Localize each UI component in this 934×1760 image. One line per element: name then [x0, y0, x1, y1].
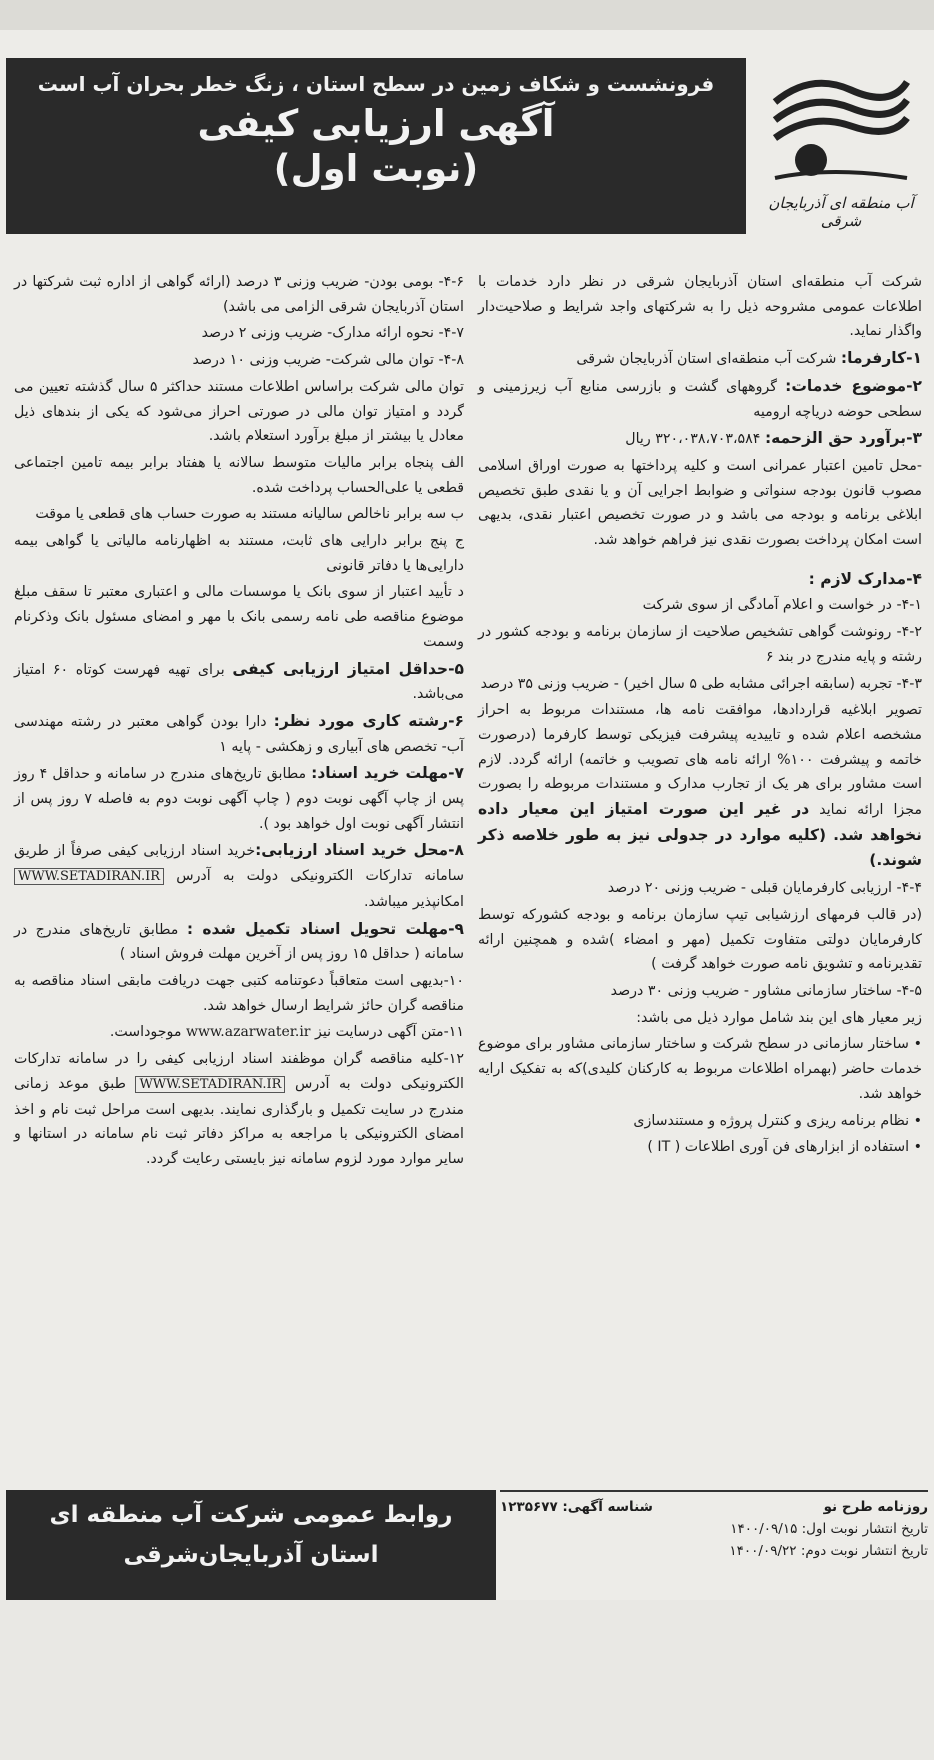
- intro-paragraph: شرکت آب منطقه‌ای استان آذربایجان شرقی در نظر دارد خدمات با اطلاعات عمومی مشروحه ذیل را به شرکتهای واجد شرایط و صلاحیت‌دار واگذار نماید.: [478, 274, 922, 340]
- item-delivery-deadline: ۹-مهلت تحویل اسناد تکمیل شده : مطابق تاریخ‌های مندرج در سامانه ( حداقل ۱۵ روز پس از آخرین مهلت فروش اسناد ): [14, 919, 465, 963]
- item-purchase-deadline: ۷-مهلت خرید اسناد: مطابق تاریخ‌های مندرج در سامانه و حداقل ۴ روز پس از چاپ آگهی نوبت دوم ( چاپ آگهی نوبت دوم به فاصله ۷ روز پس از انتشار آگهی نوبت اول خواهد بود ).: [14, 764, 464, 832]
- required-documents-heading: ۴-مدارک لازم :: [808, 569, 922, 588]
- experience-paragraph: تصویر ابلاغیه قراردادها، موافقت نامه ها، مستندات مربوط به احراز مشخصه اعلام شده و تاییدیه پیشرفت فیزیکی توسط کارفرما (درصورت خاتمه و پیشرفت ۱۰۰% ارائه نامه های تصویب و خاتمه) ارائه گردد. لازم است مشاور برای هر یک از تجارب مدارک و مستندات مربوطه را بصورت مجزا ارائه نماید در غیر این صورت امتیاز این معیار داده نخواهد شد. (کلیه موارد در جدولی نیز به طور خلاصه ذکر شوند.): [478, 702, 922, 870]
- setadiran-link[interactable]: WWW.SETADIRAN.IR: [14, 868, 164, 885]
- header-subtitle: فرونشست و شکاف زمین در سطح استان ، زنگ خطر بحران آب است: [37, 72, 715, 96]
- ad-footer: [0, 1490, 934, 1600]
- item-4-2: ۴-۲- رونوشت گواهی تشخیص صلاحیت از سازمان برنامه و بودجه کشور در رشته و پایه مندرج در بند ۶: [478, 624, 922, 665]
- setadiran-link-2[interactable]: WWW.SETADIRAN.IR: [135, 1076, 285, 1093]
- funding-paragraph: -محل تامین اعتبار عمرانی است و کلیه پرداختها به صورت اوراق اسلامی مصوب قانون بودجه سنواتی و ضوابط اجرایی آن و یا نقدی طبق تخصیص ابلاغی برنامه و بودجه می باشد و در صورت تخصیص اعتبار نقدی، بدیهی است امکان پرداخت بصورت نقدی نیز فراهم خواهد شد.: [478, 457, 922, 549]
- logo-caption: آب منطقه ای آذربایجان شرقی: [768, 194, 914, 230]
- item-12: ۱۲-کلیه مناقصه گران موظفند اسناد ارزیابی کیفی را در سامانه تدارکات الکترونیکی دولت به آدرس WWW.SETADIRAN.IR طبق موعد زمانی مندرج در سایت تکمیل و بارگذاری نمایند. بدیهی است مراحل ثبت نام و اخذ امضای الکترونیکی با مراجعه به مراکز دفاتر ثبت نام سامانه در استانها و سایر موارد مورد لزوم سامانه نیز بایستی رعایت گردد.: [14, 1051, 464, 1167]
- item-4-4: ۴-۴- ارزیابی کارفرمایان قبلی - ضریب وزنی ۲۰ درصد: [607, 880, 922, 897]
- finance-alef: الف پنجاه برابر مالیات متوسط سالانه یا هفتاد برابر بیمه تامین اجتماعی قطعی یا علی‌الحساب پرداخت شده.: [14, 454, 464, 496]
- ad-header: [6, 58, 746, 234]
- organization-logo: [756, 62, 926, 234]
- item-field: ۶-رشته کاری مورد نظر: دارا بودن گواهی معتبر در رشته مهندسی آب- تخصص های آبیاری و زهکشی - پایه ۱: [14, 711, 464, 755]
- item-4-6: ۴-۶- بومی بودن- ضریب وزنی ۳ درصد (ارائه گواهی از اداره ثبت شرکتها در استان آذربایجان شرقی الزامی می باشد): [14, 274, 464, 315]
- first-publish-date: تاریخ انتشار نوبت اول: ۱۴۰۰/۰۹/۱۵: [730, 1521, 928, 1537]
- bullet-it: • استفاده از ابزارهای فن آوری اطلاعات ( IT ): [647, 1139, 922, 1156]
- ad-id: شناسه آگهی: ۱۲۳۵۶۷۷: [500, 1499, 653, 1515]
- item-4-1: ۴-۱- در خواست و اعلام آمادگی از سوی شرکت: [642, 597, 922, 614]
- bullet-structure: • ساختار سازمانی در سطح شرکت و ساختار سازمانی مشاور برای موضوع خدمات حاضر (بهمراه اطلاعات مربوط به کارکنان کلیدی)که به تفکیک ارایه خواهد شد.: [478, 1036, 922, 1102]
- item-4-4-text: (در قالب فرمهای ارزشیابی تیپ سازمان برنامه و بودجه کشورکه توسط کارفرمایان دولتی متفاوت تکمیل (مهر و امضاء )شده و همچنین ارائه تقدیرنامه و تشویق نامه صورت خواهد گرفت ): [478, 906, 922, 973]
- second-publish-date: تاریخ انتشار نوبت دوم: ۱۴۰۰/۰۹/۲۲: [729, 1543, 928, 1559]
- header-round: (نوبت اول): [273, 147, 479, 190]
- item-fee-estimate: ۳-برآورد حق الزحمه: ۳۲۰،۰۳۸،۷۰۳،۵۸۴ ریال: [625, 429, 922, 448]
- item-4-5-intro: زیر معیار های این بند شامل موارد ذیل می باشد:: [636, 1009, 922, 1026]
- page-top-edge: [0, 0, 934, 30]
- item-employer: ۱-کارفرما: شرکت آب منطقه‌ای استان آذربایجان شرقی: [576, 349, 922, 368]
- item-min-score: ۵-حداقل امتیاز ارزیابی کیفی برای تهیه فهرست کوتاه ۶۰ امتیاز می‌باشد.: [14, 659, 464, 703]
- publication-info: [500, 1490, 928, 1606]
- header-title: آگهی ارزیابی کیفی: [197, 102, 555, 145]
- org-line-2: استان آذربایجان‌شرقی: [123, 1542, 379, 1568]
- item-4-5: ۴-۵- ساختار سازمانی مشاور - ضریب وزنی ۳۰ درصد: [610, 982, 922, 999]
- item-4-7: ۴-۷- نحوه ارائه مدارک- ضریب وزنی ۲ درصد: [201, 325, 464, 342]
- item-purchase-place: ۸-محل خرید اسناد ارزیابی:خرید اسناد ارزیابی کیفی صرفاً از طریق سامانه تدارکات الکترونیکی دولت به آدرس WWW.SETADIRAN.IR امکانپذیر میباشد.: [14, 841, 464, 910]
- item-4-3: ۴-۳- تجربه (سابقه اجرائی مشابه طی ۵ سال اخیر) - ضریب وزنی ۳۵ درصد: [480, 675, 922, 692]
- finance-dal: د تأیید اعتبار از سوی بانک یا موسسات مالی و اعتباری معتبر تا سقف مبلغ موضوع مناقصه طی نامه رسمی بانک با مهر و امضای مسئول بانک وذکرنام وسمت: [14, 584, 464, 650]
- azarwater-link[interactable]: www.azarwater.ir: [185, 1024, 311, 1041]
- finance-be: ب سه برابر ناخالص سالیانه مستند به صورت حساب های قطعی یا موقت: [35, 506, 464, 523]
- finance-paragraph: توان مالی شرکت براساس اطلاعات مستند حداکثر ۵ سال گذشته تعیین می گردد و امتیاز توان مالی در صورتی احراز می‌شود که یکی از بندهای ذیل معادل یا بیشتر از مبلغ برآورد استعلام باشد.: [14, 378, 464, 445]
- item-4-8: ۴-۸- توان مالی شرکت- ضریب وزنی ۱۰ درصد: [192, 352, 464, 369]
- item-service-subject: ۲-موضوع خدمات: گروههای گشت و بازرسی منابع آب زیرزمینی و سطحی حوضه دریاچه ارومیه: [478, 376, 922, 420]
- public-relations-box: [6, 1490, 496, 1600]
- newspaper-name: روزنامه طرح نو: [823, 1499, 928, 1515]
- finance-jim: ج پنج برابر دارایی های ثابت، مستند به اظهارنامه مالیاتی یا گواهی بیمه دارایی‌ها یا دفاتر قانونی: [14, 533, 464, 574]
- bullet-planning: • نظام برنامه ریزی و کنترل پروژه و مستندسازی: [633, 1112, 922, 1129]
- org-line-1: روابط عمومی شرکت آب منطقه ای: [49, 1502, 453, 1528]
- water-logo-icon: [771, 62, 911, 192]
- item-11: ۱۱-متن آگهی درسایت نیز www.azarwater.ir موجوداست.: [109, 1024, 464, 1041]
- item-10: ۱۰-بدیهی است متعاقباً دعوتنامه کتبی جهت دریافت مابقی اسناد مناقصه به مناقصه گران حائز شرایط ارسال خواهد شد.: [14, 972, 464, 1014]
